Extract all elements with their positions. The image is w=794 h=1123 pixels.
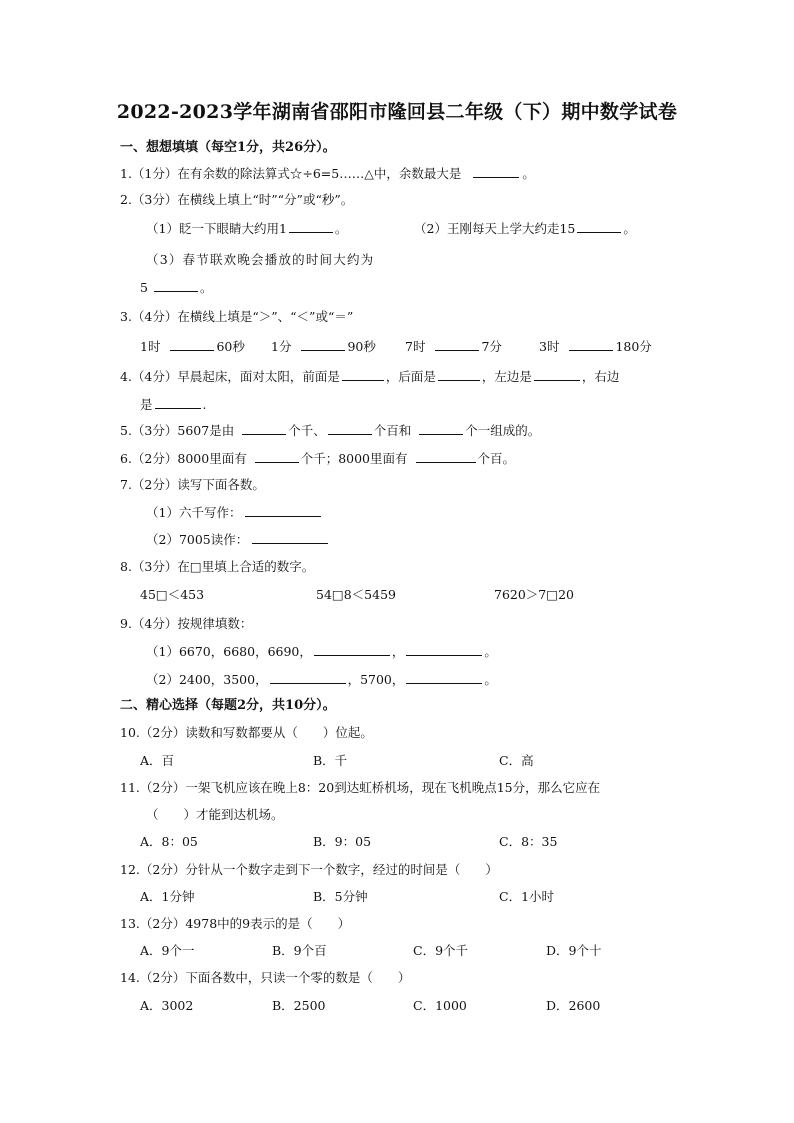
question-5: 5.（3分）5607是由 个千、 个百和 个一组成的。 [120,423,541,438]
option-d[interactable]: D．2600 [546,998,601,1013]
answer-blank[interactable] [416,450,476,463]
fill-digit-item: 45□＜453 [140,587,205,602]
answer-blank[interactable] [328,422,372,435]
answer-blank[interactable] [155,396,201,409]
question-8: 8.（3分）在□里填上合适的数字。 [120,559,315,574]
question-7: 7.（2分）读写下面各数。 [120,477,265,492]
answer-blank[interactable] [289,220,333,233]
answer-blank[interactable] [569,338,613,351]
answer-blank[interactable] [406,643,482,656]
option-c[interactable]: C．高 [499,753,534,768]
question-4: 4.（4分）早晨起床，面对太阳，前面是 ，后面是 ，左边是 ，右边 [120,369,620,384]
option-c[interactable]: C．1000 [413,998,467,1013]
answer-blank[interactable] [438,368,480,381]
page-title: 2022-2023学年湖南省邵阳市隆回县二年级（下）期中数学试卷 [116,101,678,123]
compare-item: 3时 180分 [539,339,652,354]
compare-item: 1时 60秒 [140,339,245,354]
option-a[interactable]: A．9个一 [140,943,195,958]
question-1: 1.（1分）在有余数的除法算式☆÷6=5……△中，余数最大是 。 [120,166,535,181]
question-7-part-2: （2）7005读作： [146,531,328,548]
option-a[interactable]: A．百 [140,753,175,768]
option-a[interactable]: A．3002 [140,998,194,1013]
question-10: 10.（2分）读数和写数都要从（ ）位起。 [120,725,373,740]
question-9: 9.（4分）按规律填数： [120,616,253,631]
question-13: 13.（2分）4978中的9表示的是（ ） [120,916,351,931]
option-b[interactable]: B．5分钟 [313,889,368,904]
answer-blank[interactable] [245,504,321,517]
option-b[interactable]: B．9个百 [272,943,327,958]
answer-blank[interactable] [473,165,519,178]
answer-blank[interactable] [435,338,479,351]
question-11: 11.（2分）一架飞机应该在晚上8：20到达虹桥机场，现在飞机晚点15分，那么它应在 [120,780,601,795]
question-3: 3.（4分）在横线上填是“＞”、“＜”或“＝” [120,309,354,324]
question-2-part-1: （1）眨一下眼睛大约用1 。 [146,221,348,236]
option-b[interactable]: B．千 [313,753,348,768]
question-11-line-2: （ ）才能到达机场。 [146,807,284,822]
question-9-part-1: （1）6670，6680，6690， ， 。 [146,644,497,659]
fill-digit-item: 7620＞7□20 [494,587,574,602]
answer-blank[interactable] [342,368,384,381]
answer-blank[interactable] [534,368,580,381]
answer-blank[interactable] [314,643,390,656]
answer-blank[interactable] [406,671,482,684]
answer-blank[interactable] [170,338,214,351]
option-a[interactable]: A．1分钟 [140,889,195,904]
answer-blank[interactable] [577,220,621,233]
question-14: 14.（2分）下面各数中，只读一个零的数是（ ） [120,970,411,985]
compare-item: 1分 90秒 [271,339,376,354]
answer-blank[interactable] [255,450,299,463]
question-12: 12.（2分）分针从一个数字走到下一个数字，经过的时间是（ ） [120,862,498,877]
answer-blank[interactable] [154,279,198,292]
question-6: 6.（2分）8000里面有 个千；8000里面有 个百。 [120,451,516,466]
answer-blank[interactable] [270,671,346,684]
answer-blank[interactable] [301,338,345,351]
answer-blank[interactable] [419,422,463,435]
section-heading: 二、精心选择（每题2分，共10分）。 [120,698,336,713]
fill-digit-item: 54□8＜5459 [316,587,396,602]
option-b[interactable]: B．9：05 [313,834,372,849]
answer-blank[interactable] [252,531,328,544]
answer-blank[interactable] [242,422,286,435]
option-c[interactable]: C．8：35 [499,834,558,849]
question-2: 2.（3分）在横线上填上“时”“分”或“秒”。 [120,192,354,207]
option-a[interactable]: A．8：05 [140,834,198,849]
option-d[interactable]: D．9个十 [546,943,602,958]
question-7-part-1: （1）六千写作： [146,504,321,521]
option-c[interactable]: C．1小时 [499,889,555,904]
question-2-part-3: （3）春节联欢晚会播放的时间大约为 [146,252,375,267]
compare-item: 7时 7分 [405,339,502,354]
question-4-line-2: 是 . [140,397,207,412]
option-b[interactable]: B．2500 [272,998,326,1013]
question-9-part-2: （2）2400，3500， ，5700， 。 [146,672,497,687]
question-2-part-2: （2）王刚每天上学大约走15 。 [414,221,636,236]
option-c[interactable]: C．9个千 [413,943,469,958]
question-2-part-3-line-2: 5 。 [140,280,213,295]
section-heading: 一、想想填填（每空1分，共26分）。 [120,140,336,155]
